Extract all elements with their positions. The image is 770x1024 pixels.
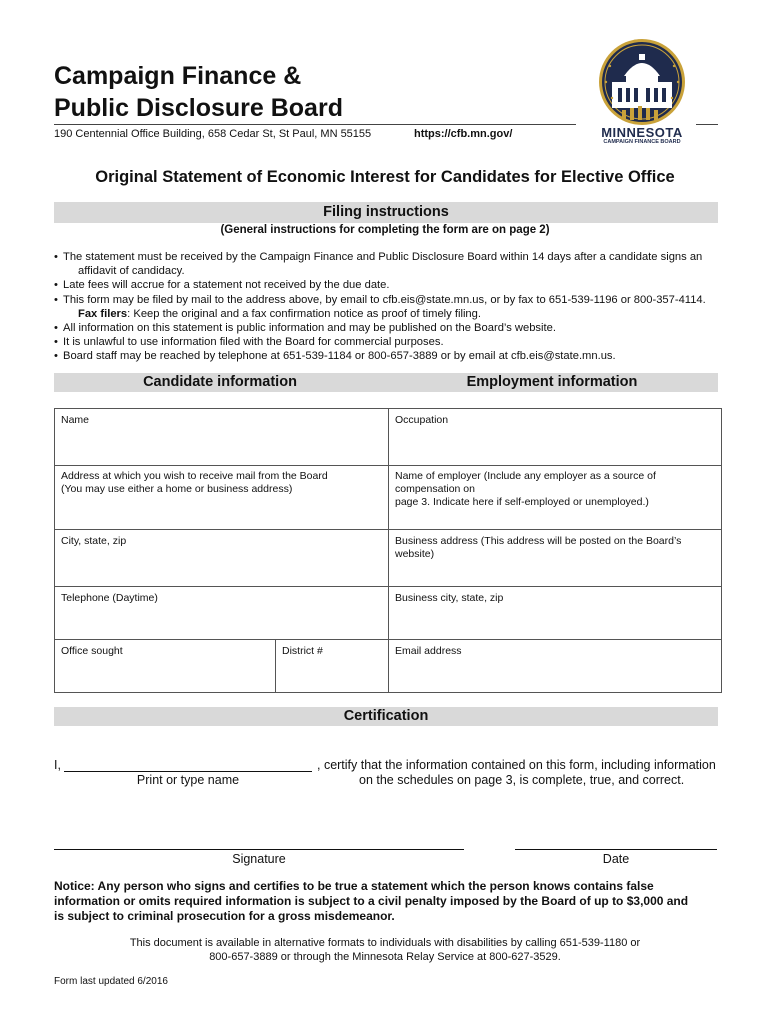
bullet-text: Late fees will accrue for a statement not received by the due date. bbox=[63, 279, 390, 292]
legal-notice bbox=[54, 879, 734, 924]
filing-instructions-bar bbox=[54, 202, 718, 223]
business-city-field[interactable] bbox=[389, 587, 721, 639]
candidate-info-heading: Candidate information bbox=[143, 374, 297, 390]
list-item bbox=[54, 307, 724, 321]
employer-label: Name of employer (Include any employer as a source of compensation on bbox=[395, 470, 656, 495]
list-item bbox=[54, 349, 724, 363]
certification-heading: Certification bbox=[343, 708, 429, 724]
filing-instructions-subheading: (General instructions for completing the form are on page 2) bbox=[220, 224, 550, 236]
business-city-label: Business city, state, zip bbox=[395, 592, 504, 604]
bullet-text: This form may be filed by mail to the address above, by email to cfb.eis@state.mn.us, or by fax to 651-539-1196 or 800-357-4114. bbox=[63, 293, 706, 306]
email-field[interactable] bbox=[389, 640, 721, 692]
mailing-address-label: Address at which you wish to receive mail from the Board bbox=[61, 470, 328, 482]
list-item bbox=[54, 278, 724, 292]
notice-line: information or omits required information is subject to a civil penalty imposed by the Board of up to $3,000 and bbox=[54, 894, 689, 908]
employer-hint: page 3. Indicate here if self-employed or unemployed.) bbox=[395, 496, 649, 508]
certify-statement-line1: , certify that the information contained on this form, including information bbox=[317, 758, 716, 772]
occupation-field[interactable] bbox=[389, 409, 721, 465]
notice-line: is subject to criminal prosecution for a gross misdemeanor. bbox=[54, 909, 395, 923]
bullet-text: It is unlawful to use information filed with the Board for commercial purposes. bbox=[63, 336, 444, 349]
fax-filers-label: Fax filers bbox=[78, 307, 128, 320]
mailing-address-field[interactable] bbox=[55, 466, 388, 529]
bullet-text: The statement must be received by the Campaign Finance and Public Disclosure Board within 14 days after a candidate signs an bbox=[63, 251, 703, 263]
bullet-text: All information on this statement is public information and may be published on the Board’s website. bbox=[63, 322, 556, 335]
form-updated-date: Form last updated 6/2016 bbox=[54, 976, 168, 987]
bullet-text: affidavit of candidacy. bbox=[78, 265, 185, 278]
list-item bbox=[54, 321, 724, 335]
telephone-label: Telephone (Daytime) bbox=[61, 592, 158, 604]
office-sought-field[interactable] bbox=[55, 640, 275, 692]
list-item bbox=[54, 264, 724, 278]
print-name-label: Print or type name bbox=[136, 773, 240, 787]
certification-bar bbox=[54, 707, 718, 726]
certify-statement-line2: on the schedules on page 3, is complete, true, and correct. bbox=[359, 773, 685, 787]
date-label: Date bbox=[602, 852, 630, 866]
list-item bbox=[54, 250, 724, 264]
filing-instructions-list bbox=[54, 250, 724, 364]
accessibility-line: 800-657-3889 or through the Minnesota Relay Service at 800-627-3529. bbox=[209, 951, 561, 963]
email-label: Email address bbox=[395, 645, 462, 657]
board-website-link[interactable]: https://cfb.mn.gov/ bbox=[414, 128, 513, 140]
info-section-bar bbox=[54, 373, 718, 392]
signature-label: Signature bbox=[232, 852, 286, 866]
list-item bbox=[54, 335, 724, 349]
logo-wordmark: MINNESOTA bbox=[601, 125, 683, 140]
business-address-label: Business address (This address will be posted on the Board’s website) bbox=[395, 535, 682, 560]
list-item bbox=[54, 293, 724, 307]
occupation-label: Occupation bbox=[395, 414, 449, 426]
header-rule bbox=[54, 124, 576, 125]
board-title-line1: Campaign Finance & bbox=[54, 62, 302, 90]
district-label: District # bbox=[282, 645, 323, 657]
telephone-field[interactable] bbox=[55, 587, 388, 639]
board-title-line2: Public Disclosure Board bbox=[54, 94, 343, 122]
board-address: 190 Centennial Office Building, 658 Cedar St, St Paul, MN 55155 bbox=[54, 128, 372, 140]
minnesota-cfb-logo bbox=[582, 36, 702, 148]
info-form-grid bbox=[54, 408, 722, 693]
bullet-text: : Keep the original and a fax confirmation notice as proof of timely filing. bbox=[127, 307, 481, 320]
print-name-line[interactable] bbox=[64, 771, 312, 772]
employment-info-heading: Employment information bbox=[466, 374, 638, 390]
name-field[interactable] bbox=[55, 409, 388, 465]
form-title: Original Statement of Economic Interest for Candidates for Elective Office bbox=[95, 168, 675, 186]
name-label: Name bbox=[61, 414, 90, 426]
accessibility-notice bbox=[0, 936, 770, 964]
business-address-field[interactable] bbox=[389, 530, 721, 586]
employer-field[interactable] bbox=[389, 466, 721, 529]
city-state-zip-field[interactable] bbox=[55, 530, 388, 586]
office-sought-label: Office sought bbox=[61, 645, 123, 657]
filing-instructions-heading: Filing instructions bbox=[323, 204, 449, 220]
signature-line[interactable] bbox=[54, 849, 464, 850]
mailing-address-hint: (You may use either a home or business address) bbox=[61, 483, 293, 495]
city-state-zip-label: City, state, zip bbox=[61, 535, 127, 547]
district-field[interactable] bbox=[276, 640, 388, 692]
bullet-text: Board staff may be reached by telephone at 651-539-1184 or 800-657-3889 or by email at cfb.eis@state.mn.us. bbox=[63, 350, 616, 363]
certify-i-label: I, bbox=[54, 758, 61, 772]
accessibility-line: This document is available in alternative formats to individuals with disabilities by calling 651-539-1180 or bbox=[129, 937, 641, 949]
notice-line: Notice: Any person who signs and certifies to be true a statement which the person knows contains false bbox=[54, 879, 654, 893]
logo-subtext: CAMPAIGN FINANCE BOARD bbox=[603, 139, 681, 145]
date-line[interactable] bbox=[515, 849, 717, 850]
